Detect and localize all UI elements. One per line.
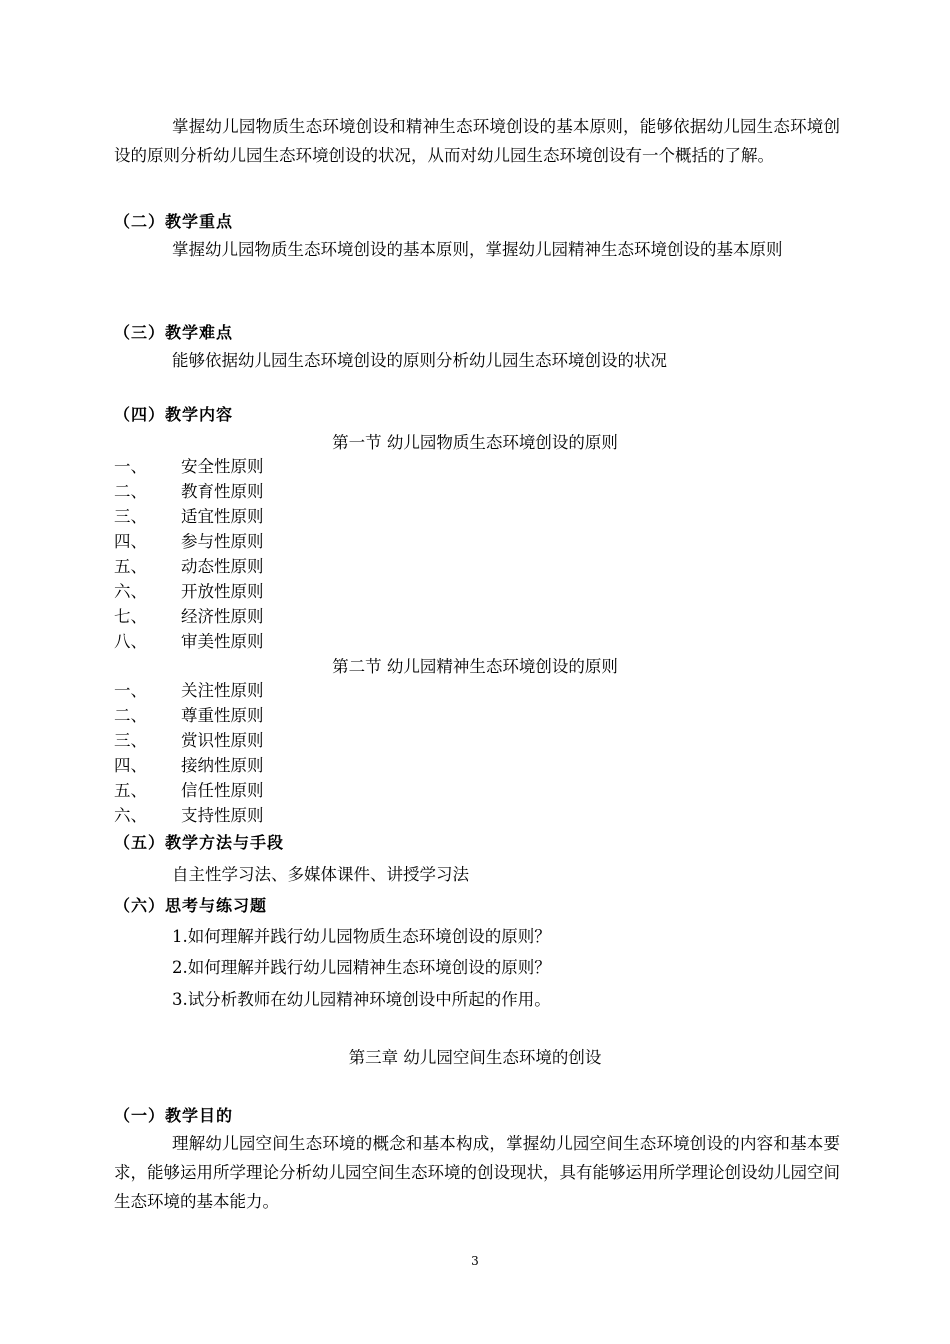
list-item-number: 五、 (114, 557, 147, 576)
list-item-number: 三、 (114, 731, 147, 750)
list-item-text: 安全性原则 (181, 457, 264, 476)
list-item-number: 一、 (114, 457, 147, 476)
intro-paragraph: 掌握幼儿园物质生态环境创设和精神生态环境创设的基本原则，能够依据幼儿园生态环境创设的原则分析幼儿园生态环境创设的状况，从而对幼儿园生态环境创设有一个概括的了解。 (114, 117, 840, 165)
list-item-number: 七、 (114, 607, 147, 626)
part-2-title: 第二节 幼儿园精神生态环境创设的原则 (332, 657, 618, 676)
chapter-3-section-1-text: 理解幼儿园空间生态环境的概念和基本构成，掌握幼儿园空间生态环境创设的内容和基本要求，能够运用所学理论分析幼儿园空间生态环境的创设现状，具有能够运用所学理论创设幼儿园空间生态环境的基本能力。 (114, 1134, 840, 1211)
list-item-number: 四、 (114, 756, 147, 775)
list-item-text: 审美性原则 (181, 632, 264, 651)
list-item-text: 尊重性原则 (181, 706, 264, 725)
question-item: 3.试分析教师在幼儿园精神环境创设中所起的作用。 (172, 990, 551, 1009)
list-item-number: 五、 (114, 781, 147, 800)
list-item-text: 教育性原则 (181, 482, 264, 501)
list-item-number: 三、 (114, 507, 147, 526)
section-2-heading: （二）教学重点 (114, 212, 234, 231)
page-number: 3 (471, 1254, 479, 1268)
list-item-text: 关注性原则 (181, 681, 264, 700)
list-item-text: 支持性原则 (181, 806, 264, 825)
list-item-text: 开放性原则 (181, 582, 264, 601)
list-item-number: 四、 (114, 532, 147, 551)
list-item-number: 二、 (114, 482, 147, 501)
question-item: 1.如何理解并践行幼儿园物质生态环境创设的原则？ (172, 927, 551, 946)
chapter-3-section-1-heading: （一）教学目的 (114, 1106, 234, 1125)
list-item-text: 接纳性原则 (181, 756, 264, 775)
section-5-text: 自主性学习法、多媒体课件、讲授学习法 (172, 865, 469, 884)
section-3-text: 能够依据幼儿园生态环境创设的原则分析幼儿园生态环境创设的状况 (172, 351, 667, 370)
list-item-number: 二、 (114, 706, 147, 725)
list-item-text: 参与性原则 (181, 532, 264, 551)
list-item-number: 八、 (114, 632, 147, 651)
list-item-number: 六、 (114, 582, 147, 601)
list-item-number: 一、 (114, 681, 147, 700)
list-item-text: 赏识性原则 (181, 731, 264, 750)
part-1-title: 第一节 幼儿园物质生态环境创设的原则 (332, 433, 618, 452)
question-item: 2.如何理解并践行幼儿园精神生态环境创设的原则？ (172, 958, 551, 977)
section-5-heading: （五）教学方法与手段 (114, 833, 285, 852)
list-item-text: 动态性原则 (181, 557, 264, 576)
list-item-text: 信任性原则 (181, 781, 264, 800)
section-2-text: 掌握幼儿园物质生态环境创设的基本原则，掌握幼儿园精神生态环境创设的基本原则 (172, 240, 783, 259)
section-6-heading: （六）思考与练习题 (114, 896, 268, 915)
list-item-number: 六、 (114, 806, 147, 825)
section-3-heading: （三）教学难点 (114, 323, 234, 342)
chapter-3-title: 第三章 幼儿园空间生态环境的创设 (348, 1048, 602, 1067)
list-item-text: 经济性原则 (181, 607, 264, 626)
list-item-text: 适宜性原则 (181, 507, 264, 526)
section-4-heading: （四）教学内容 (114, 405, 234, 424)
